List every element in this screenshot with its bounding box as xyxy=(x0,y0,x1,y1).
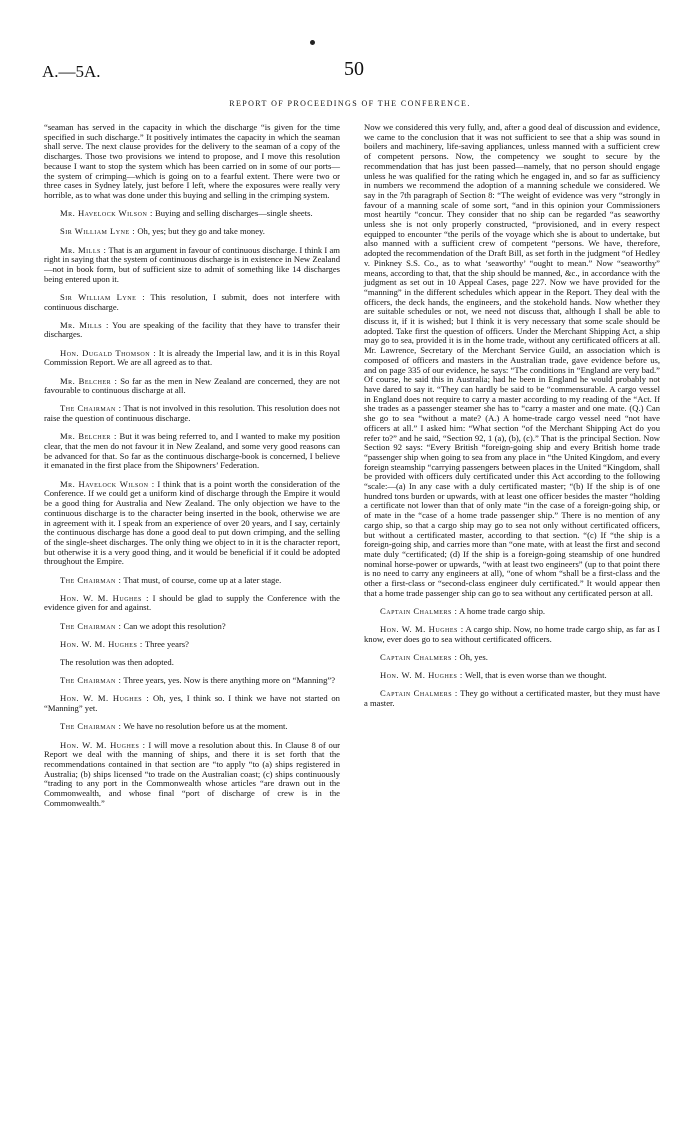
speech-text: “seaman has served in the capacity in which the discharge “is given for the time specified in such discharge.” It positively intimates the capacity in which the seaman shall serve. The next clause provides for the delivery to the seaman of a copy of the discharges. Those two provisions we intend to propose, and I move this resolution because I want to stop the system which has been carried on in some of our ports—the system of crimping—which is going on to a fearful extent. There were two or three cases in Sydney lately, just before I left, where the exposures were really very horrible, as to what was done under this buying and selling in the crimping system. xyxy=(44,122,340,200)
paragraph xyxy=(44,404,340,423)
speaker-name: Hon. W. M. Hughes : xyxy=(60,592,149,603)
speech-text: I will move a resolution about this. In Clause 8 of our Report we deal with the manning of ships, and there it is set forth that the recommendations contained in that section are “to apply “to (a) ships registered in Australia; (b) ships licensed “to trade on the Australian coast; (c) ships continuously “trading to any port in the Commonwealth whose articles “are drawn out in the Commonwealth, and whose final “port of discharge of crew is in the Commonwealth.” xyxy=(44,739,340,808)
speech-text: Oh, yes; but they go and take money. xyxy=(137,226,265,237)
speaker-name: The Chairman : xyxy=(60,721,122,732)
paragraph xyxy=(364,671,660,681)
speech-text: It is already the Imperial law, and it is in this Royal Commission Report. We are all agreed as to that. xyxy=(44,347,340,368)
speaker-name: Mr. Havelock Wilson : xyxy=(60,208,153,219)
paragraph xyxy=(364,625,660,644)
speech-text: Can we adopt this resolution? xyxy=(123,620,226,631)
left-column xyxy=(44,123,340,817)
speaker-name: Mr. Belcher : xyxy=(60,431,117,442)
paragraph xyxy=(44,694,340,713)
paragraph xyxy=(44,594,340,613)
speech-text: Three years? xyxy=(144,638,189,649)
paragraph xyxy=(44,741,340,809)
speech-text: I should be glad to supply the Conference with the evidence given for and against. xyxy=(44,592,340,613)
running-head: REPORT OF PROCEEDINGS OF THE CONFERENCE. xyxy=(229,99,471,108)
speech-text: Buying and selling discharges—single sheets. xyxy=(155,208,313,219)
speech-text: Oh, yes, I think so. I think we have not started on “Manning” yet. xyxy=(44,693,340,714)
speaker-name: The Chairman : xyxy=(60,620,122,631)
paragraph xyxy=(44,377,340,396)
speaker-name: Hon. W. M. Hughes : xyxy=(380,670,463,681)
speech-text: They go without a certificated master, but they must have a master. xyxy=(364,688,660,709)
speech-text: I think that is a point worth the consideration of the Conference. If we could get a uniform kind of discharge through the Empire it would be a good thing for Australia and New Zealand. The only objection we have to the continuous discharge is to the character being inserted in the book, otherwise we are in agreement with it. I speak from an experience of over 20 years, and I say, certainly the continuous discharge has done a good deal to put down crimping, and the selling of the single-sheet discharges. The only thing we object to in it is the character report, but otherwise it is a very good thing, and it would be beneficial if it could be adopted throughout the Empire. xyxy=(44,478,340,567)
paragraph xyxy=(44,480,340,567)
paragraph xyxy=(44,722,340,732)
paragraph xyxy=(44,321,340,340)
speaker-name: The Chairman : xyxy=(60,675,122,686)
speaker-name: Sir William Lyne : xyxy=(60,226,136,237)
paragraph xyxy=(44,432,340,471)
speaker-name: Mr. Mills : xyxy=(60,244,107,255)
speech-text: This resolution, I submit, does not interfere with continuous discharge. xyxy=(44,291,340,312)
paragraph xyxy=(44,658,340,668)
speech-text: Well, that is even worse than we thought. xyxy=(464,670,607,681)
speaker-name: Hon. W. M. Hughes : xyxy=(380,624,464,635)
speech-text: Three years, yes. Now is there anything more on “Manning”? xyxy=(123,675,336,686)
speaker-name: Mr. Mills : xyxy=(60,319,109,330)
paragraph xyxy=(44,576,340,586)
speaker-name: Hon. W. M. Hughes : xyxy=(60,638,143,649)
page-dot xyxy=(310,40,315,45)
paragraph xyxy=(44,246,340,285)
paragraph xyxy=(44,227,340,237)
paragraph xyxy=(44,349,340,368)
speaker-name: The Chairman : xyxy=(60,574,122,585)
speaker-name: Mr. Belcher : xyxy=(60,375,118,386)
speech-text: A cargo ship. Now, no home trade cargo ship, as far as I know, ever does go to sea without certificated officers. xyxy=(364,624,660,644)
paragraph xyxy=(44,676,340,686)
paragraph xyxy=(364,689,660,708)
speaker-name: Hon. Dugald Thomson : xyxy=(60,347,157,358)
speech-text: That is not involved in this resolution. This resolution does not raise the question of continuous discharge. xyxy=(44,403,340,424)
speech-text: So far as the men in New Zealand are concerned, they are not favourable to continuous discharge at all. xyxy=(44,375,340,396)
speech-text: But it was being referred to, and I wanted to make my position clear, that the men do not favour it in New Zealand, and some very good reasons can be advanced for that. So far as the continuous discharge-book is concerned, I believe it emanated in the first place from the Shipowners’ Federation. xyxy=(44,431,341,471)
speech-text: That must, of course, come up at a later stage. xyxy=(123,574,282,585)
speaker-name: The Chairman : xyxy=(60,403,122,414)
paragraph xyxy=(44,209,340,219)
page-number: 50 xyxy=(344,58,364,80)
speaker-name: Captain Chalmers : xyxy=(380,652,458,663)
speaker-name: Hon. W. M. Hughes : xyxy=(60,693,150,704)
paragraph xyxy=(44,123,340,201)
speech-text: That is an argument in favour of continuous discharge. I think I am right in saying that the system of continuous discharge is in existence in New Zealand—not in book form, but of sufficient size to admit of something like 14 discharges being entered upon it. xyxy=(44,244,340,284)
speech-text: Now we considered this very fully, and, after a good deal of discussion and evidence, we came to the conclusion that it was not sufficient to see that a ship was sound in boilers and machinery, life-saving appliances, unless manned with a sufficient crew of competent persons. Now, the competency we sought to secure by the recommendation that has just been passed—namely, that no person should engage unless he was qualified for the rating which he engaged in, and so far as sufficiency in numbers we recommend the adoption of a manning schedule we considered. We say in the 7th paragraph of Section 8: “The weight of evidence was very “strongly in favour of a manning scale of some sort, “and in this opinion your Commissioners most heartily “concur. They consider that no ship can be regarded “as seaworthy unless she is not only properly constructed, “provisioned, and in every respect equipped to encounter “the perils of the voyage which she is about to undertake, but also manned with a sufficient crew of competent “persons. We have, therefore, adopted the recommendation of the Draft Bill, as set forth in the judgment “of Hedley v. Pinkney S.S. Co., as to what ‘seaworthy’ “ought to mean.” Now “seaworthy” means, according to that, that the ship should be manned, &c., in accordance with the judgment as set out in 10 Appeal Cases, page 227. Now we have provided for the “manning” in the different schedules which appear in the Report. They deal with the officers, the deck hands, the engineers, and the stokehold hands. Now whether they are suitable schedules or not, we need not discuss that, although I shall be able to discuss it, if it is wished; but I think it is very necessary that some scale should be adopted. Take first the question of officers. Under the Merchant Shipping Act, a ship may go to sea, provided it is in the home trade, without any certificated officers at all. Mr. Lawrence, Secretary of the Merchant Service Guild, an association which is composed of officers and masters in the Australian trade, gave evidence before us, and on page 335 of our evidence, he says: “The conditions in “England are very bad.” Of course, he said this in Australia; had he been in England he would probably not have dared to say it. “They can hardly be said to be “commensurable. A cargo vessel in England does not require to carry a master according to my reading of the “Act. If she trades as a passenger steamer she has to “carry a master and one mate. (Q.) Can she go to sea “without a mate? (A.) A home-trade cargo vessel need “not have officers at all.” I asked him: “What section “of the Merchant Shipping Act do you refer to?” and he said, “Section 92, 1 (a), (b), (c).” That is the principal Section. Now Section 92 says: “Every British “foreign-going ship and every British home trade “passenger ship when going to sea from any place in “the United Kingdom, and every foreign steamship “carrying passengers between places in the United “Kingdom, shall be provided with officers duly certificated under this Act according to the following “scale:—(a) In any case with a duly certificated master; “(b) If the ship is of one hundred tons burden or upwards, with at least one officer besides the master “holding a certificate not lower than that of only mate “in the case of a foreign-going ship, or of mate in the “case of a home trade passenger ship.” There is no mention of any cargo ship, so that a cargo ship may go to sea not only without certificated officers, but without a certificated master, according to that section. “(c) If “the ship is a foreign-going ship, and carries more than “one mate, with at least the first and second mate duly “certificated; (d) If the ship is a foreign-going steamship of one hundred nominal horse-power or upwards, “with at least two engineers” (up to that point there is no need to carry any engineers at all), “one of whom “shall be a first-class and the other a first-class or “second-class engineer duly certificated.” It would appear then that a home trade passenger ship can go to sea without any certificated person at all. xyxy=(364,122,660,598)
paragraph xyxy=(364,653,660,663)
paragraph xyxy=(44,622,340,632)
speaker-name: Mr. Havelock Wilson : xyxy=(60,478,155,489)
paragraph xyxy=(44,640,340,650)
speech-text: The resolution was then adopted. xyxy=(60,657,174,668)
paragraph xyxy=(364,123,660,598)
paragraph xyxy=(44,293,340,312)
right-column xyxy=(364,123,660,717)
speaker-name: Captain Chalmers : xyxy=(380,605,458,616)
speaker-name: Sir William Lyne : xyxy=(60,291,146,302)
speech-text: You are speaking of the facility that they have to transfer their discharges. xyxy=(44,319,340,340)
speech-text: Oh, yes. xyxy=(459,652,488,663)
speech-text: We have no resolution before us at the moment. xyxy=(123,721,288,732)
speech-text: A home trade cargo ship. xyxy=(459,605,546,616)
paragraph xyxy=(364,607,660,617)
document-reference: A.—5A. xyxy=(42,62,101,81)
speaker-name: Hon. W. M. Hughes : xyxy=(60,739,146,750)
speaker-name: Captain Chalmers : xyxy=(380,688,458,699)
